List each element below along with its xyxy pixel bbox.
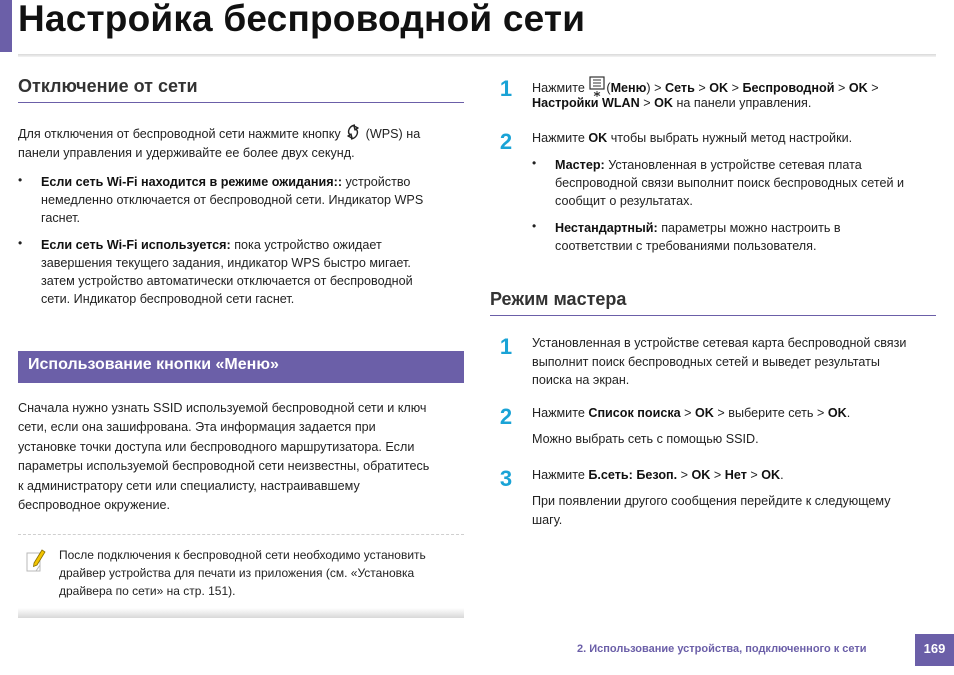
paragraph-line: сети, если она зашифрована. Эта информация задается при bbox=[18, 420, 376, 435]
step-text: чтобы выбрать нужный метод настройки. bbox=[610, 131, 853, 145]
bullet-bold-label: Если сеть Wi-Fi находится в режиме ожидания:: bbox=[41, 175, 343, 189]
note-box bbox=[18, 534, 464, 619]
step-text: на панели управления. bbox=[676, 96, 812, 110]
step-text: > bbox=[750, 468, 758, 482]
bullet-text: пока устройство ожидает bbox=[234, 238, 382, 252]
bullet-dot: • bbox=[532, 156, 537, 170]
menu-path-item: Б.сеть: Безоп. bbox=[588, 468, 678, 482]
bullet-dot: • bbox=[532, 219, 537, 233]
step-text: > bbox=[871, 81, 879, 95]
step-text: > bbox=[713, 468, 722, 482]
step-text: > bbox=[698, 81, 706, 95]
bullet-line: гаснет. bbox=[41, 211, 81, 225]
bullet-dot: • bbox=[18, 173, 23, 187]
wizard-step-1 bbox=[532, 334, 906, 390]
bullet-item-standby bbox=[18, 173, 464, 233]
note-text bbox=[59, 546, 464, 600]
menu-paragraph bbox=[18, 399, 429, 515]
bullet-line: завершения текущего задания, индикатор WPS быстро мигает. bbox=[41, 256, 411, 270]
step-line: При появлении другого сообщения перейдите к следующему bbox=[532, 494, 891, 508]
menu-path-item: Список поиска bbox=[588, 406, 681, 420]
section-heading-wizard: Режим мастера bbox=[490, 289, 627, 309]
menu-path-item: OK bbox=[654, 96, 673, 110]
bullet-line: затем устройство автоматически отключается от беспроводной bbox=[41, 274, 413, 288]
step-line: шагу. bbox=[532, 512, 563, 527]
page-title: Настройка беспроводной сети bbox=[18, 0, 586, 39]
paragraph-line: Сначала нужно узнать SSID используемой беспроводной сети и ключ bbox=[18, 401, 427, 415]
step-line: поиска на экран. bbox=[532, 373, 630, 388]
page-number: 169 bbox=[923, 641, 946, 656]
wizard-step-2 bbox=[532, 404, 850, 423]
step-text: > выберите сеть > bbox=[717, 406, 825, 420]
bullet-bold-label: Мастер: bbox=[555, 158, 605, 172]
bullet-line: сообщит о результатах. bbox=[555, 194, 693, 208]
step-text: . bbox=[846, 406, 851, 420]
menu-path-item: OK bbox=[761, 468, 781, 482]
wps-icon bbox=[346, 124, 360, 146]
step-text: . bbox=[780, 468, 784, 482]
bullet-line: соответствии с требованиями пользователя. bbox=[555, 239, 817, 253]
wizard-step-3-note bbox=[532, 492, 891, 529]
menu-path-item: OK bbox=[695, 406, 714, 420]
note-line: После подключения к беспроводной сети необходимо установить bbox=[59, 548, 426, 562]
section-divider bbox=[490, 315, 936, 316]
step-text: > bbox=[680, 468, 689, 482]
bullet-item-custom bbox=[532, 219, 942, 259]
bullet-line: сети. Индикатор беспроводной сети гаснет. bbox=[41, 292, 295, 306]
step-line: выполнит поиск беспроводных сетей и выведет результаты bbox=[532, 354, 880, 369]
menu-path-item: Меню bbox=[610, 81, 647, 95]
menu-step-1-line-2 bbox=[532, 94, 811, 113]
page-number-box bbox=[915, 634, 954, 666]
disconnect-intro bbox=[18, 124, 464, 146]
bullet-item-wizard bbox=[532, 156, 942, 212]
bullet-text: Установленная в устройстве сетевая плата bbox=[608, 158, 862, 172]
note-bottom-shadow bbox=[18, 608, 464, 618]
step-text: > bbox=[837, 81, 846, 95]
bullet-text: устройство bbox=[345, 175, 411, 189]
step-text: Нажмите bbox=[532, 406, 585, 420]
step-number: 2 bbox=[499, 129, 513, 154]
intro-text-after-icon: (WPS) на bbox=[365, 127, 421, 141]
step-text: Нажмите bbox=[532, 81, 585, 95]
banner-title: Использование кнопки «Меню» bbox=[28, 356, 279, 373]
step-number: 1 bbox=[499, 76, 513, 101]
step-line: Установленная в устройстве сетевая карта беспроводной связи bbox=[532, 336, 907, 350]
footer-chapter-title: 2. Использование устройства, подключенного к сети bbox=[577, 643, 867, 655]
menu-path-item: OK bbox=[588, 131, 608, 145]
menu-path-item: OK bbox=[827, 406, 847, 420]
intro-line-2: панели управления и удерживайте ее более двух секунд. bbox=[18, 146, 355, 160]
menu-step-2 bbox=[532, 129, 852, 148]
wizard-step-3 bbox=[532, 466, 784, 485]
bullet-text: параметры можно настроить в bbox=[661, 221, 841, 235]
step-text: > bbox=[684, 406, 692, 420]
menu-path-item: OK bbox=[691, 468, 711, 482]
note-line: драйвер устройства для печати из приложения (см. «Установка bbox=[59, 566, 415, 580]
menu-path-item: OK bbox=[848, 81, 868, 95]
menu-path-item: Нет bbox=[724, 468, 747, 482]
note-line: драйвера по сети» на стр. 151). bbox=[59, 584, 236, 598]
bullet-bold-label: Если сеть Wi-Fi используется: bbox=[41, 238, 231, 252]
bullet-line: немедленно отключается от беспроводной сети. Индикатор WPS bbox=[41, 193, 424, 207]
menu-path-item: Сеть bbox=[664, 81, 695, 95]
bullet-dot: • bbox=[18, 236, 23, 250]
section-divider bbox=[18, 102, 464, 103]
menu-path-item: Настройки WLAN bbox=[532, 96, 640, 110]
bullet-line: беспроводной связи выполнит поиск беспроводных сетей и bbox=[555, 176, 905, 190]
paragraph-line: параметры используемой беспроводной сети неизвестны, обратитесь bbox=[18, 459, 430, 474]
step-number: 3 bbox=[499, 466, 513, 491]
step-text: Нажмите bbox=[532, 131, 585, 145]
paragraph-line: к администратору сети или специалисту, настраивавшему bbox=[18, 478, 360, 493]
paragraph-line: беспроводное окружение. bbox=[18, 497, 171, 512]
step-number: 1 bbox=[499, 334, 513, 359]
step-text: Нажмите bbox=[532, 468, 585, 482]
menu-path-item: Беспроводной bbox=[742, 81, 835, 95]
section-heading-disconnect: Отключение от сети bbox=[18, 76, 198, 96]
step-text: ( bbox=[606, 81, 611, 95]
intro-text-before-icon: Для отключения от беспроводной сети нажмите кнопку bbox=[18, 127, 341, 141]
bullet-bold-label: Нестандартный: bbox=[555, 221, 658, 235]
paragraph-line: установке точки доступа или беспроводного маршрутизатора. Если bbox=[18, 439, 415, 454]
note-pencil-icon bbox=[25, 547, 47, 578]
menu-path-item: OK bbox=[709, 81, 729, 95]
step-text: > bbox=[731, 81, 739, 95]
step-text: > bbox=[643, 96, 651, 110]
title-accent-bar bbox=[0, 0, 12, 52]
step-text: ) > bbox=[646, 81, 662, 95]
title-divider bbox=[18, 54, 936, 57]
section-banner-menu-button bbox=[18, 351, 464, 383]
bullet-item-in-use bbox=[18, 236, 464, 312]
wizard-step-2-note: Можно выбрать сеть с помощью SSID. bbox=[532, 432, 759, 446]
step-number: 2 bbox=[499, 404, 513, 429]
